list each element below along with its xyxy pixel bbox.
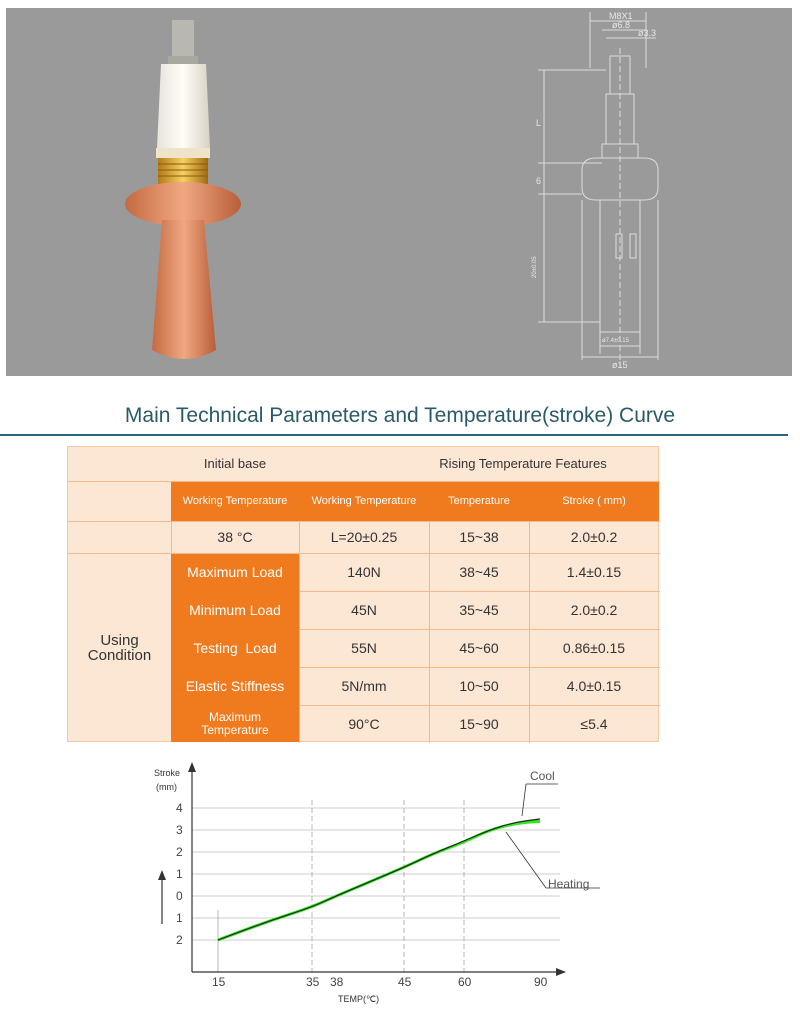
dim-d15: ø15 xyxy=(612,360,628,370)
dim-d68: ø6.8 xyxy=(612,20,631,30)
row-value: 45N xyxy=(351,602,377,618)
row-stroke: 1.4±0.15 xyxy=(566,564,622,580)
row-value: 90°C xyxy=(348,715,380,732)
x-tick-label: 45 xyxy=(398,975,412,989)
y-tick-label: 1 xyxy=(176,911,183,925)
using-condition-label: Using Condition xyxy=(87,631,152,664)
row-stroke: 0.86±0.15 xyxy=(562,640,626,656)
row-label: Maximum Temperature xyxy=(201,709,269,737)
parameters-table xyxy=(67,446,659,742)
row-label: Minimum Load xyxy=(189,602,281,618)
dim-m8x1: M8X1 xyxy=(609,11,633,21)
col-temperature: Temperature xyxy=(448,495,510,507)
row-label: Testing Load xyxy=(193,640,277,656)
col-working-temp-2: Working Temperature xyxy=(311,495,417,507)
y-tick-label: 2 xyxy=(176,845,183,859)
row-stroke: 4.0±0.15 xyxy=(566,678,622,694)
dim-l: L xyxy=(536,118,542,128)
base-range: 15~38 xyxy=(459,529,499,545)
row-range: 35~45 xyxy=(459,602,499,618)
thermostat-element-photo xyxy=(125,20,241,359)
y-tick-label: 3 xyxy=(176,823,183,837)
annotation-leader xyxy=(522,784,526,816)
col-stroke: Stroke ( mm) xyxy=(562,495,626,507)
base-length: L=20±0.25 xyxy=(330,529,398,545)
x-tick-label: 38 xyxy=(330,975,344,989)
row-value: 5N/mm xyxy=(341,678,387,694)
y-tick-label: 4 xyxy=(176,801,183,815)
row-range: 15~90 xyxy=(459,715,499,732)
y-tick-label: 0 xyxy=(176,889,183,903)
heading-rule xyxy=(0,434,788,436)
row-range: 38~45 xyxy=(459,564,499,580)
y-tick-label: 2 xyxy=(176,933,183,947)
x-tick-label: 60 xyxy=(458,975,472,989)
dim-body: 20±0.05 xyxy=(532,256,538,278)
row-stroke: ≤5.4 xyxy=(580,715,608,732)
series-label-cool: Cool xyxy=(530,769,555,783)
annotation-leader xyxy=(506,832,546,888)
x-tick-label: 15 xyxy=(212,975,226,989)
dim-d74: ø7.4±0.15 xyxy=(602,338,629,344)
y-axis-label-line2: (mm) xyxy=(156,782,177,792)
series-label-heating: Heating xyxy=(548,877,590,891)
row-stroke: 2.0±0.2 xyxy=(570,602,618,618)
rising-features-label: Rising Temperature Features xyxy=(439,456,607,471)
row-range: 10~50 xyxy=(459,678,499,694)
x-tick-label: 35 xyxy=(306,975,320,989)
product-illustration xyxy=(6,8,792,376)
base-temp: 38 °C xyxy=(217,529,253,545)
technical-drawing xyxy=(538,12,658,368)
x-tick-label: 90 xyxy=(534,975,548,989)
dim-d33: ø3.3 xyxy=(638,28,657,38)
row-label: Elastic Stiffness xyxy=(185,678,285,694)
x-axis-label: TEMP(℃) xyxy=(338,994,380,1004)
dim-6: 6 xyxy=(536,176,542,186)
y-axis-label-line1: Stroke xyxy=(154,768,181,778)
row-label: Maximum Load xyxy=(187,564,283,580)
row-value: 55N xyxy=(351,640,377,656)
product-photo-panel xyxy=(6,8,792,376)
stroke-curve-chart xyxy=(140,760,610,1010)
base-stroke: 2.0±0.2 xyxy=(570,529,618,545)
section-heading: Main Technical Parameters and Temperature(stroke) Curve xyxy=(124,404,676,427)
initial-base-label: Initial base xyxy=(203,456,267,471)
col-working-temp-1: Working Temperature xyxy=(182,495,288,507)
y-tick-label: 1 xyxy=(176,867,183,881)
row-value: 140N xyxy=(347,564,381,580)
row-range: 45~60 xyxy=(459,640,499,656)
